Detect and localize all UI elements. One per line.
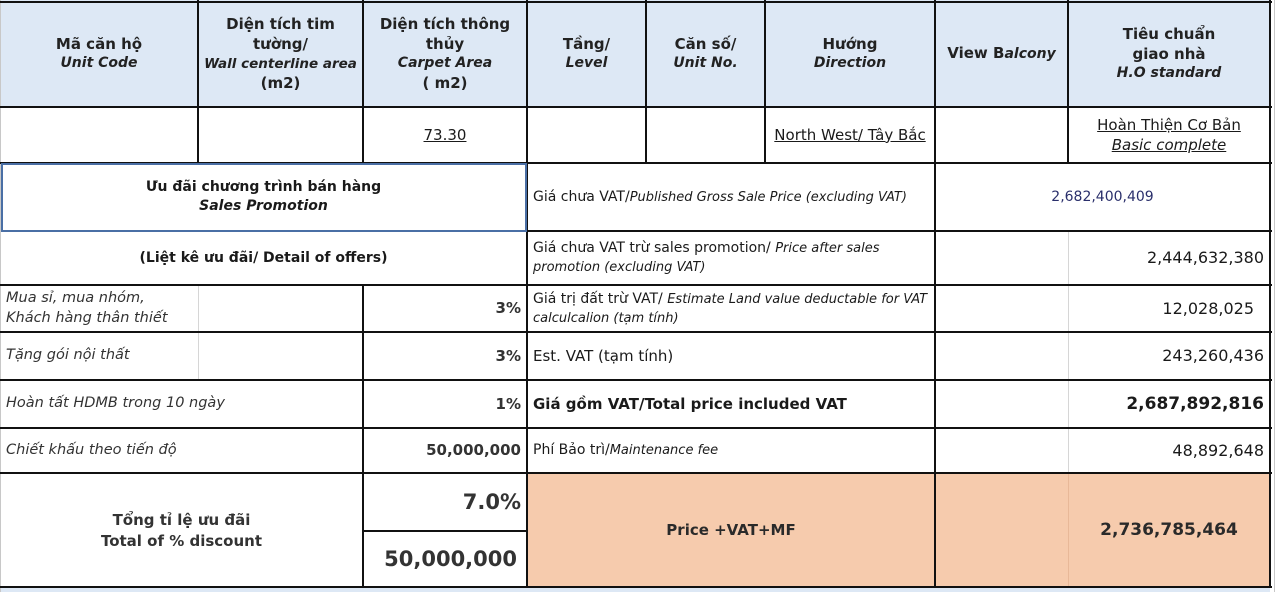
- header-view-label-italic: alcony: [1004, 46, 1056, 63]
- final-price-value: 2,736,785,464: [1100, 520, 1238, 541]
- level-cell[interactable]: [527, 107, 646, 163]
- header-wall-area-vi1: Diện tích tim: [226, 15, 335, 34]
- published-price-value: 2,682,400,409: [1051, 188, 1154, 205]
- land-value-empty-cell[interactable]: [935, 285, 1068, 332]
- total-discount-amount-cell[interactable]: [363, 531, 527, 588]
- sales-promotion-title-cell[interactable]: [0, 163, 527, 231]
- offer-1-blank-cell[interactable]: [198, 285, 363, 332]
- price-after-promo-label-vi: Giá chưa VAT trừ sales promotion/: [533, 240, 776, 257]
- total-discount-amount: 50,000,000: [384, 547, 517, 572]
- ho-standard-cell[interactable]: [1068, 107, 1270, 163]
- header-ho-standard[interactable]: [1068, 0, 1270, 107]
- header-level[interactable]: [527, 0, 646, 107]
- header-level-vi: Tầng/: [562, 34, 611, 53]
- border: [0, 472, 1272, 474]
- est-vat-empty-cell[interactable]: [935, 332, 1068, 380]
- header-wall-area[interactable]: [198, 0, 363, 107]
- land-value-label-cell[interactable]: [527, 285, 935, 332]
- header-ho-standard-vi2: giao nhà: [1132, 45, 1206, 64]
- carpet-area-cell[interactable]: [363, 107, 527, 163]
- view-cell[interactable]: [935, 107, 1068, 163]
- total-discount-percent: 7.0%: [462, 489, 521, 514]
- offer-2-label-cell[interactable]: [0, 332, 198, 380]
- header-unit-no[interactable]: [646, 0, 765, 107]
- est-vat-value-cell[interactable]: [1068, 332, 1270, 380]
- published-price-value-cell[interactable]: [935, 163, 1270, 231]
- sales-promotion-title-en: Sales Promotion: [199, 198, 328, 214]
- border: [0, 379, 1272, 381]
- total-discount-label-vi: Tổng tỉ lệ ưu đãi: [112, 511, 251, 530]
- border: [645, 0, 647, 163]
- border: [362, 285, 364, 588]
- total-incl-vat-value: 2,687,892,816: [1126, 393, 1264, 414]
- header-direction-vi: Hướng: [822, 34, 878, 53]
- maintenance-fee-label-en: Maintenance fee: [609, 443, 719, 459]
- header-carpet-area-vi2: thủy: [425, 34, 465, 53]
- wall-area-cell[interactable]: [198, 107, 363, 163]
- detail-of-offers-label: (Liệt kê ưu đãi/ Detail of offers): [139, 249, 388, 266]
- offer-2-value: 3%: [495, 346, 521, 365]
- offer-1-label-cell[interactable]: [0, 285, 198, 332]
- border: [362, 0, 364, 163]
- header-carpet-area-unit: ( m2): [422, 74, 468, 93]
- offer-1-label-line2: Khách hàng thân thiết: [6, 309, 168, 326]
- header-carpet-area-en: Carpet Area: [397, 55, 493, 72]
- border: [526, 0, 528, 588]
- border: [0, 284, 1272, 286]
- ho-standard-en: Basic complete: [1111, 136, 1227, 154]
- land-value-label-en: Estimate Land value deductable for VAT calculcalion (tạm tính): [533, 291, 928, 326]
- offer-1-value: 3%: [495, 299, 521, 318]
- header-carpet-area-vi1: Diện tích thông: [379, 14, 511, 33]
- est-vat-label-cell[interactable]: [527, 332, 935, 380]
- header-unit-no-vi: Căn số/: [674, 34, 737, 53]
- header-view-label: View B: [947, 44, 1005, 63]
- gridline: [1274, 0, 1275, 592]
- est-vat-label: Est. VAT (tạm tính): [533, 346, 674, 365]
- direction-value: North West/ Tây Bắc: [774, 125, 926, 144]
- header-view-balcony[interactable]: [935, 0, 1068, 107]
- offer-1-value-cell[interactable]: [363, 285, 527, 332]
- offer-4-value: 50,000,000: [426, 441, 521, 460]
- carpet-area-value: 73.30: [423, 125, 467, 144]
- offer-2-value-cell[interactable]: [363, 332, 527, 380]
- next-row-strip: [0, 588, 1270, 592]
- total-incl-vat-label-cell[interactable]: [527, 380, 935, 428]
- header-unit-code[interactable]: [0, 0, 198, 107]
- gridline: [1068, 231, 1069, 473]
- header-ho-standard-vi1: Tiêu chuẩn: [1122, 24, 1216, 43]
- offer-4-label: Chiết khấu theo tiến độ: [6, 441, 177, 458]
- border: [0, 586, 1272, 588]
- maintenance-fee-value-cell[interactable]: [1068, 428, 1270, 473]
- header-unit-code-en: Unit Code: [60, 55, 138, 72]
- border: [764, 0, 766, 163]
- land-value-value-cell[interactable]: [1068, 285, 1270, 332]
- maintenance-fee-value: 48,892,648: [1172, 440, 1264, 460]
- total-discount-label-en: Total of % discount: [100, 531, 263, 550]
- gridline: [0, 0, 1, 592]
- offer-1-label-line1: Mua sỉ, mua nhóm,: [6, 289, 145, 306]
- total-incl-vat-value-cell[interactable]: [1068, 380, 1270, 428]
- unit-no-cell[interactable]: [646, 107, 765, 163]
- offer-3-label-cell[interactable]: [0, 380, 363, 428]
- header-wall-area-unit: (m2): [260, 73, 301, 92]
- border: [197, 0, 199, 163]
- sales-promotion-title-vi: Ưu đãi chương trình bán hàng: [145, 179, 382, 196]
- final-price-empty-cell[interactable]: [935, 473, 1068, 588]
- border: [1269, 0, 1271, 588]
- price-after-promo-empty-cell[interactable]: [935, 231, 1068, 285]
- offer-3-value-cell[interactable]: [363, 380, 527, 428]
- border: [0, 331, 1272, 333]
- final-price-label: Price +VAT+MF: [666, 521, 796, 540]
- land-value-label-vi: Giá trị đất trừ VAT/: [533, 290, 668, 307]
- price-after-promo-label-cell[interactable]: [527, 231, 935, 285]
- detail-of-offers-cell[interactable]: [0, 231, 527, 285]
- header-wall-area-vi2: tường/: [252, 35, 309, 54]
- maintenance-fee-empty-cell[interactable]: [935, 428, 1068, 473]
- border: [0, 1, 1272, 3]
- maintenance-fee-label-cell[interactable]: [527, 428, 935, 473]
- offer-3-value: 1%: [495, 394, 521, 413]
- total-incl-vat-label: Giá gồm VAT/Total price included VAT: [533, 394, 847, 413]
- offer-4-label-cell[interactable]: [0, 428, 363, 473]
- offer-2-blank-cell[interactable]: [198, 332, 363, 380]
- total-incl-vat-empty-cell[interactable]: [935, 380, 1068, 428]
- offer-4-value-cell[interactable]: [363, 428, 527, 473]
- header-unit-code-vi: Mã căn hộ: [55, 34, 143, 53]
- published-price-label-en: Published Gross Sale Price (excluding VAT): [629, 189, 907, 205]
- land-value-value: 12,028,025: [1162, 298, 1254, 318]
- header-direction[interactable]: [765, 0, 935, 107]
- published-price-label-cell[interactable]: [527, 163, 935, 231]
- border: [934, 0, 936, 588]
- border: [0, 162, 1272, 164]
- header-level-en: Level: [565, 55, 608, 72]
- header-unit-no-en: Unit No.: [673, 55, 738, 72]
- unit-code-cell[interactable]: [0, 107, 198, 163]
- border: [363, 530, 527, 532]
- header-carpet-area[interactable]: [363, 0, 527, 107]
- price-after-promo-label-en: Price after sales promotion (excluding VAT): [533, 241, 880, 275]
- offer-2-label: Tặng gói nội thất: [6, 347, 130, 364]
- total-discount-label-cell[interactable]: [0, 473, 363, 588]
- published-price-label-vi: Giá chưa VAT/: [533, 188, 630, 205]
- gridline: [1068, 473, 1069, 588]
- border: [527, 230, 1272, 232]
- header-ho-standard-en: H.O standard: [1116, 65, 1222, 82]
- offer-3-label: Hoàn tất HDMB trong 10 ngày: [6, 395, 225, 412]
- final-price-value-cell[interactable]: [1068, 473, 1270, 588]
- total-discount-percent-cell[interactable]: [363, 473, 527, 531]
- border: [0, 106, 1272, 108]
- final-price-label-cell[interactable]: [527, 473, 935, 588]
- price-after-promo-value-cell[interactable]: [1068, 231, 1270, 285]
- est-vat-value: 243,260,436: [1162, 346, 1264, 366]
- header-wall-area-en: Wall centerline area: [204, 55, 357, 72]
- direction-cell[interactable]: [765, 107, 935, 163]
- maintenance-fee-label-vi: Phí Bảo trì/: [533, 442, 610, 459]
- border: [1067, 0, 1069, 163]
- border: [0, 427, 1272, 429]
- header-direction-en: Direction: [813, 55, 887, 72]
- price-after-promo-value: 2,444,632,380: [1146, 248, 1264, 268]
- ho-standard-vi: Hoàn Thiện Cơ Bản: [1097, 115, 1241, 134]
